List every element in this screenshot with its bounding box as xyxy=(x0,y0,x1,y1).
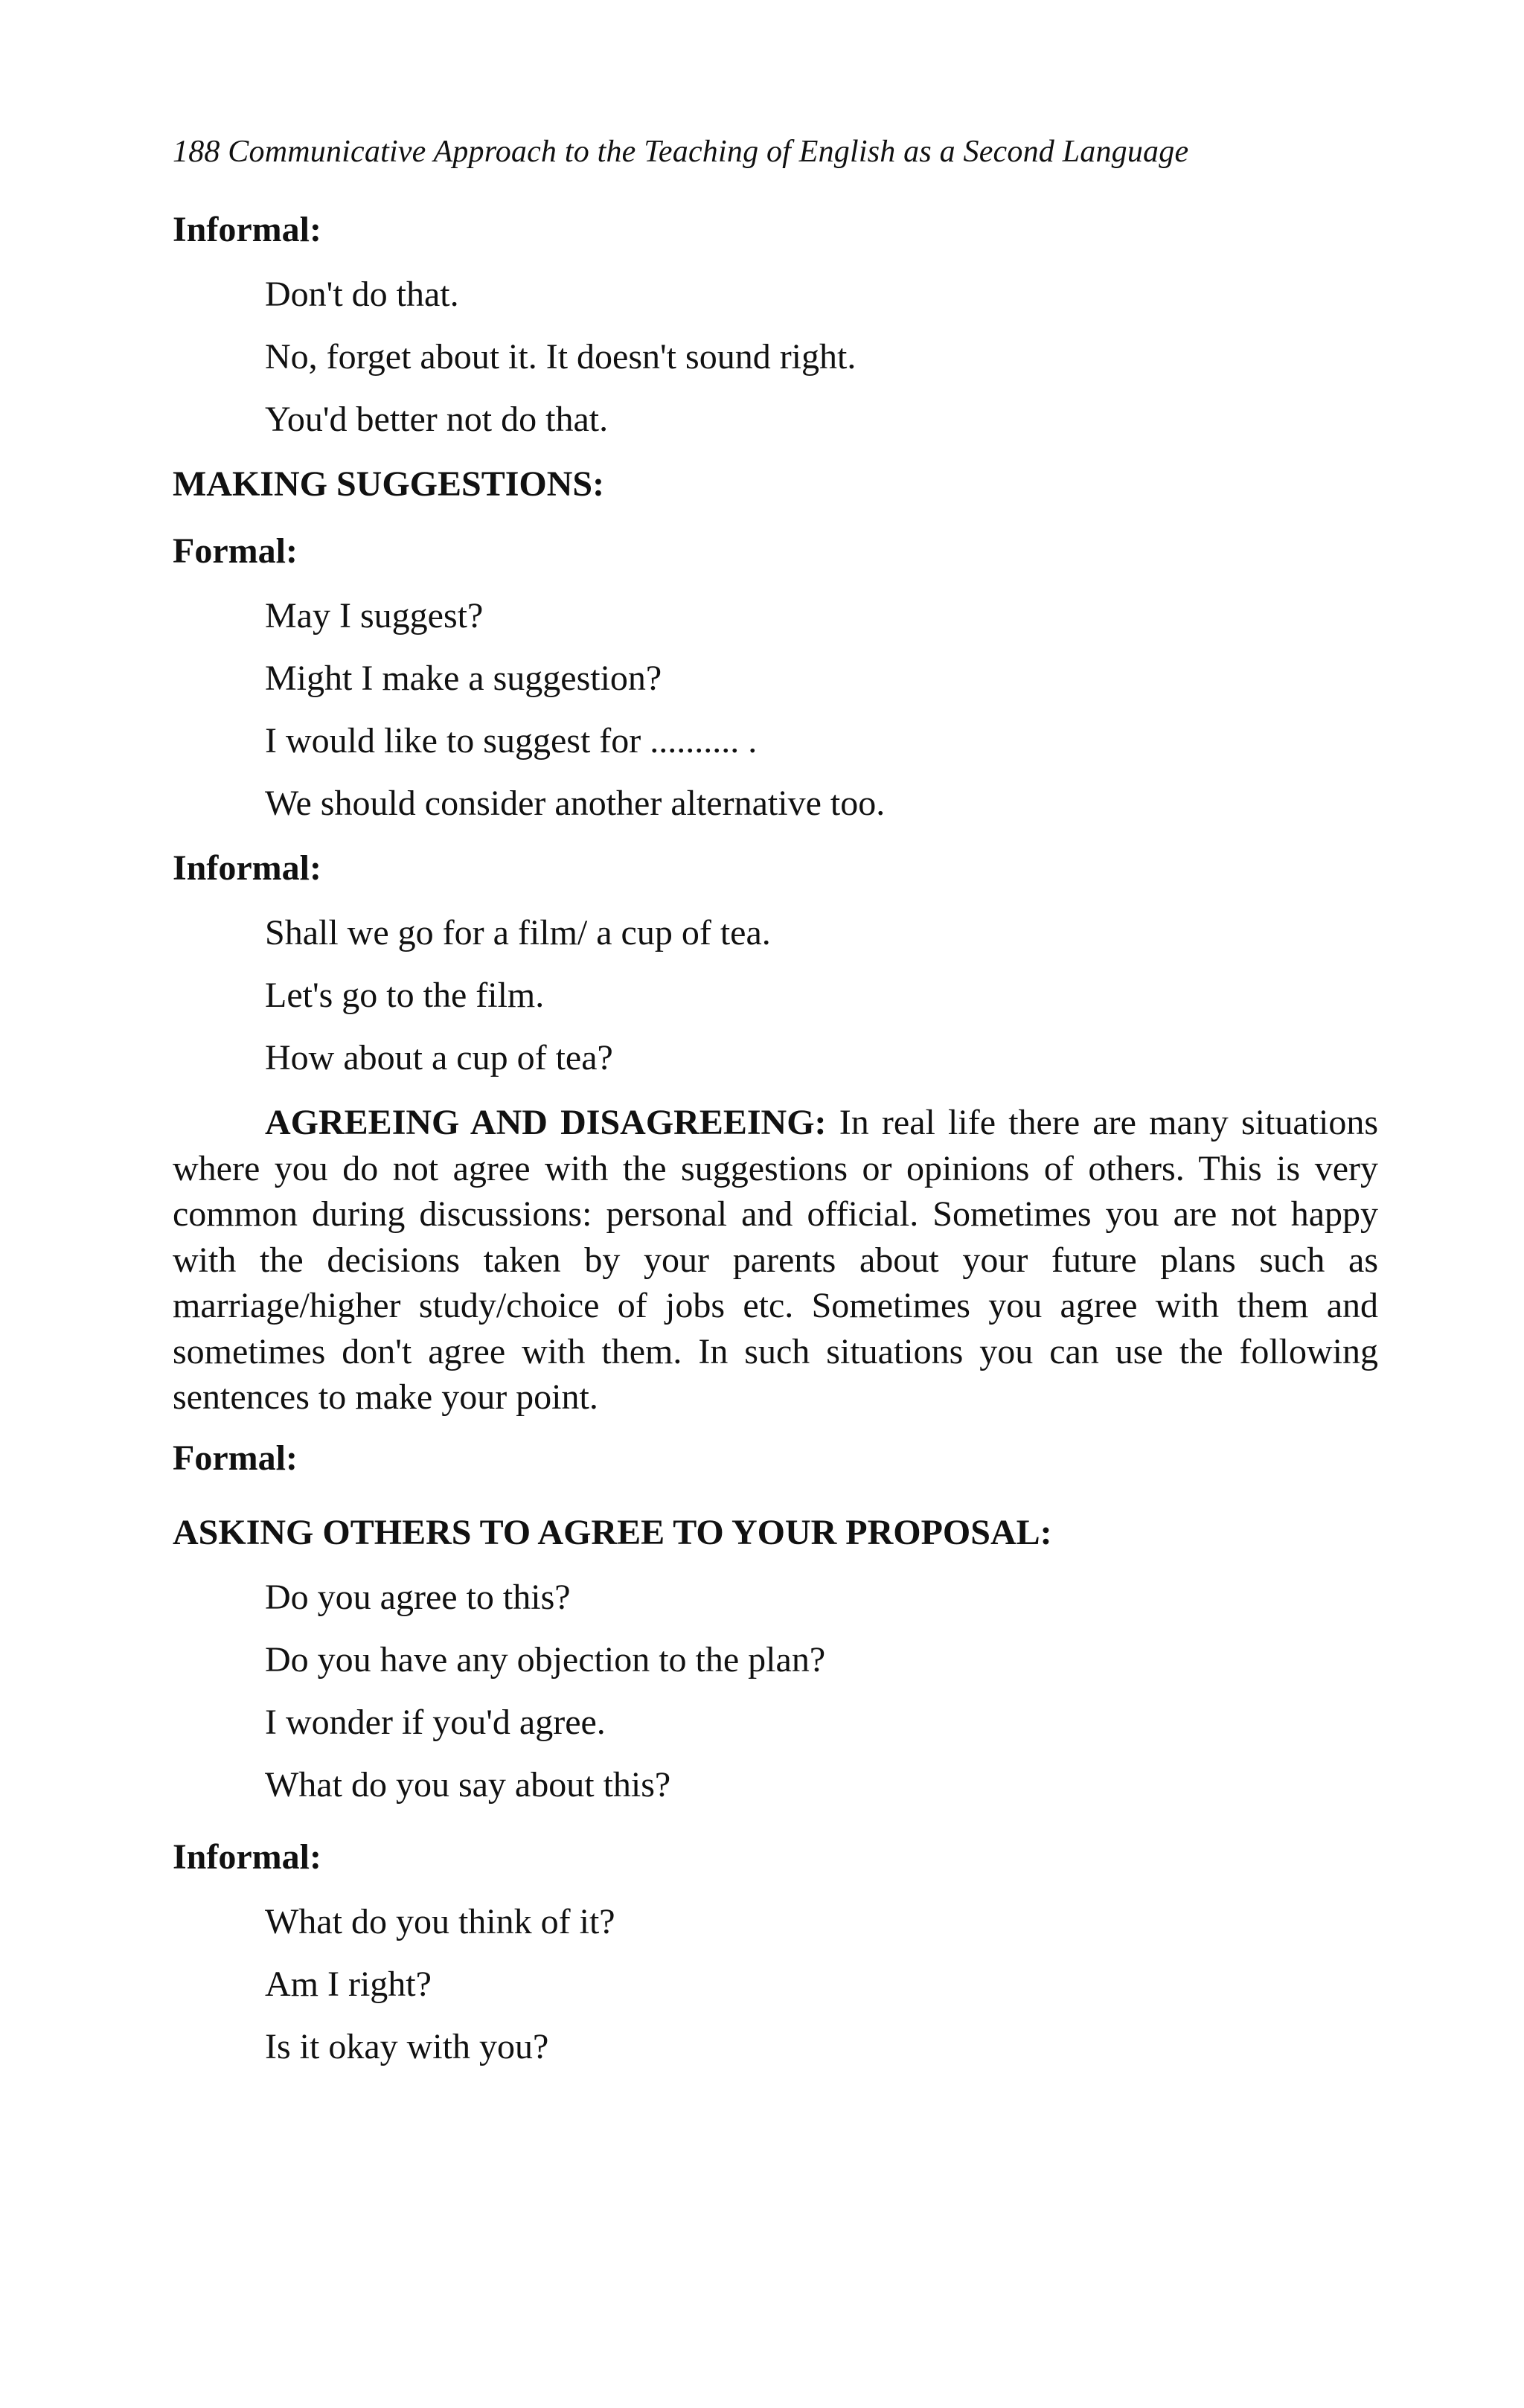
informal-label: Informal: xyxy=(173,210,321,249)
phrase-line: Do you have any objection to the plan? xyxy=(265,1639,826,1679)
formal-label: Formal: xyxy=(173,1438,298,1478)
phrase-line: Do you agree to this? xyxy=(265,1577,571,1617)
section-heading-asking-others: ASKING OTHERS TO AGREE TO YOUR PROPOSAL: xyxy=(173,1512,1052,1552)
phrase-line: Am I right? xyxy=(265,1964,432,2004)
agreeing-paragraph xyxy=(173,1100,1378,1421)
formal-label: Formal: xyxy=(173,531,298,571)
phrase-line: No, forget about it. It doesn't sound right. xyxy=(265,337,857,377)
phrase-line: What do you say about this? xyxy=(265,1764,671,1805)
paragraph-body: In real life there are many situations where you do not agree with the suggestions or opinions of others. This is very common during discussions: personal and official. Sometimes you are not happy with the decisions taken by your parents about your future plans such as marriage/higher study/choice of jobs etc. Sometimes you agree with them and sometimes don't agree with them. In such situations you can use the following sentences to make your point. xyxy=(173,1103,1378,1417)
running-head: 188 Communicative Approach to the Teaching of English as a Second Language xyxy=(173,135,1189,169)
paragraph-lead-heading: AGREEING AND DISAGREEING: xyxy=(265,1103,827,1142)
phrase-line: Might I make a suggestion? xyxy=(265,659,662,698)
phrase-line: We should consider another alternative too. xyxy=(265,784,886,823)
phrase-line: May I suggest? xyxy=(265,596,484,635)
phrase-line: Is it okay with you? xyxy=(265,2026,549,2066)
phrase-line: Don't do that. xyxy=(265,275,459,314)
phrase-line: I wonder if you'd agree. xyxy=(265,1702,606,1742)
phrase-line: What do you think of it? xyxy=(265,1901,615,1941)
phrase-line: You'd better not do that. xyxy=(265,400,609,439)
phrase-line: How about a cup of tea? xyxy=(265,1038,613,1077)
informal-label: Informal: xyxy=(173,1837,321,1877)
phrase-line: Let's go to the film. xyxy=(265,976,545,1015)
phrase-line: Shall we go for a film/ a cup of tea. xyxy=(265,913,771,952)
phrase-line: I would like to suggest for .......... . xyxy=(265,721,758,760)
informal-label: Informal: xyxy=(173,848,321,888)
section-heading-making-suggestions: MAKING SUGGESTIONS: xyxy=(173,464,605,504)
book-page xyxy=(173,134,1378,2078)
